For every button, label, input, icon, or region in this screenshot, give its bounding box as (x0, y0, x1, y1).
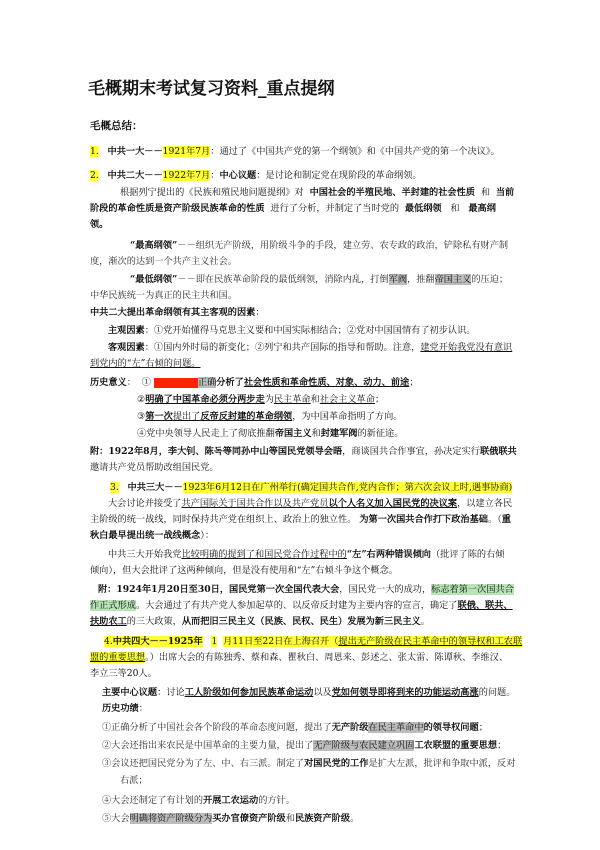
bold-text: 封建军阀 (320, 428, 358, 439)
item-number: 1. (90, 146, 99, 157)
underlined-text: 建党开始我党没有意识 (420, 342, 513, 353)
paragraph-line (102, 687, 515, 699)
bold-text: 最低纲领 (404, 203, 442, 214)
bold-underlined-text: 明确了中国革命必须分两步走 (145, 394, 265, 405)
congress-name: 中共一大－－ (107, 146, 163, 157)
bold-text: 联俄联共 (479, 446, 517, 457)
paragraph-line (90, 203, 496, 215)
paragraph-line (108, 325, 476, 337)
bold-text: 为第一次国共合作打下政治基础 (359, 514, 488, 525)
date-highlight: 1 (211, 636, 218, 647)
bold-underlined-text: 党如何领导即将到来的功能运动高涨 (331, 687, 479, 698)
paragraph-line: 中华民族统一为真正的民主共和国。 (90, 290, 237, 301)
text: ：是讨论和制定党在现阶段的革命纲领。 (256, 170, 422, 181)
bold-underlined-text: 第一次 (145, 411, 173, 422)
bold-text: “左”右两种错误倾向 (346, 549, 431, 560)
paragraph-line (108, 498, 512, 510)
page-title: 毛概期末考试复习资料_重点提纲 (88, 79, 335, 99)
paragraph-line (120, 187, 514, 199)
paragraph-line (137, 411, 403, 423)
paragraph-line (90, 307, 265, 319)
text: ，以建立各民 (457, 498, 513, 509)
paragraph-line: 邀请共产党员帮助改组国民党。 (90, 462, 219, 473)
gray-highlight: 明确将资产阶级分为 (129, 813, 213, 824)
paragraph-line (130, 240, 508, 252)
bold-text: 工农联盟的重要思想 (414, 740, 498, 751)
text: ： (255, 307, 265, 318)
bold-underlined-text: 社会性质和革命性质、对象、动力、前途 (243, 377, 410, 388)
text: 大会讨论并接受了 (108, 498, 182, 509)
bold-text: 民族资产阶级 (294, 813, 351, 824)
bold-underlined-text: 扶助农工 (90, 616, 127, 627)
text: ：讨论 (157, 687, 185, 698)
text: 和 (285, 813, 295, 824)
bold-text: 客观因素 (108, 342, 145, 353)
text: ：①国内外时局的新变化；②列宁和共产国际的指导和帮助。注意， (144, 342, 421, 353)
paragraph-line (90, 530, 214, 542)
text: －－组织无产阶级，用阶级斗争的手段，建立劳、农专政的政治，铲除私有财产制 (177, 240, 509, 251)
paragraph-line (108, 549, 504, 561)
paragraph-line (108, 342, 512, 354)
green-highlight: 标志着第一次国共合 (431, 584, 514, 595)
gray-highlight: 正确 (197, 377, 217, 388)
bold-text: 附：1924年1月20日至30日，国民党第一次全国代表大会 (98, 584, 340, 595)
date-highlight: 1922年7月 (162, 170, 211, 181)
bold-underlined-text: 工人阶级如何参加民族革命运动 (184, 687, 314, 698)
text: ： (210, 170, 220, 181)
text: 和 (311, 428, 321, 439)
text: ，推翻 (407, 274, 435, 285)
paragraph-line: 右派； (120, 775, 148, 786)
congress-name: 中共三大－－ (127, 482, 183, 493)
bold-text: 当前 (495, 187, 515, 198)
text: ④党中央领导人民走上了彻底推翻 (137, 428, 275, 439)
bold-text: 历史功绩 (102, 703, 139, 714)
highlight-underlined-text: 提出无产阶级在民主革命中的领导权和工农联 (338, 636, 523, 647)
date-highlight: 月11日至22日在上海召开（ (223, 636, 339, 647)
text: ； (478, 722, 488, 733)
text: ，国民党一大的成功， (339, 584, 432, 595)
paragraph-line: 倾向），但大会批评了这两种倾向，但是没有使用和“左”右倾斗争这个概念。 (90, 565, 398, 576)
paragraph-line (102, 740, 506, 752)
text: ： (138, 703, 148, 714)
paragraph-line (130, 274, 508, 286)
text: 。大会通过了有共产党人参加起草的、以反帝反封建为主要内容的宣言，确定了 (135, 600, 458, 611)
text: 和 (480, 187, 490, 198)
text: 的方针。 (258, 795, 295, 806)
congress-name: 中共二大－－ (107, 170, 163, 181)
paragraph-line (102, 758, 515, 770)
text: ：①党开始懂得马克思主义要和中国实际相结合；②党对中国国情有了初步认识。 (144, 325, 476, 336)
bold-underlined-text: 反帝反封建的革命纲领 (200, 411, 293, 422)
paragraph-line: 度，渐次的达到一个共产主义社会。 (90, 256, 237, 267)
text: 的三大政策， (126, 616, 182, 627)
highlight-underlined-text: 盟的重要思想 (90, 652, 146, 663)
paragraph-line (102, 722, 488, 734)
text: ②大会还指出来农民是中国革命的主要力量，提出了 (102, 740, 314, 751)
paragraph-line (90, 446, 517, 458)
text: 。）出席大会的有陈独秀、蔡和森、瞿秋白、周恩来、彭述之、张太雷、陈谭秋、李维汉、 (145, 652, 509, 663)
bold-text: 中国社会的半殖民地、半封建的社会性质 (309, 187, 475, 198)
bold-text: 主观因素 (108, 325, 145, 336)
text: ； (409, 377, 419, 388)
paragraph-line (102, 813, 359, 825)
text: －－即在民族革命阶段的最低纲领，消除内乱，打倒 (177, 274, 389, 285)
paragraph-line: 李立三等20人。 (90, 668, 157, 679)
text: 主阶级的统一战线，同时保持共产党在组织上、政治上的独立性。 (90, 514, 357, 525)
bold-text: “最高纲领” (130, 240, 178, 251)
text: 是扩大左派，批评和争取中派，反对 (368, 758, 516, 769)
text: 的压迫； (471, 274, 509, 285)
bold-text: 分析了 (216, 377, 244, 388)
text: ）： (200, 530, 215, 541)
paragraph-line (98, 584, 514, 596)
underlined-text: 民主革命 (273, 394, 311, 405)
paragraph-line (90, 616, 430, 628)
bold-text: 主要中心议题 (102, 687, 158, 698)
item-2 (90, 170, 422, 182)
text: 以及 (313, 687, 332, 698)
congress-name: 中共四大－－1925年 (112, 636, 203, 647)
text: ① (141, 377, 151, 388)
bold-text: 开展工农运动 (203, 795, 259, 806)
paragraph-line (90, 652, 508, 664)
text: 为 (264, 394, 274, 405)
text: 的新征途。 (357, 428, 404, 439)
text: 进行了分析，并制定了当时党的 (270, 203, 400, 214)
paragraph-line (102, 795, 295, 807)
text: ，为中国革命指明了方向。 (292, 411, 403, 422)
item-number: 4. (104, 636, 113, 647)
item-4 (104, 636, 522, 648)
bold-text: 买办官僚资产阶级 (212, 813, 286, 824)
bold-text: 对国民党的工作 (304, 758, 369, 769)
text: ② (137, 394, 146, 405)
text: ①正确分析了中国社会各个阶段的革命态度问题，提出了 (102, 722, 332, 733)
text: 中共三大开始我党 (108, 549, 182, 560)
paragraph-line (90, 514, 511, 526)
underlined-text: 共产国际关于国共合作以及共产党员 (181, 498, 329, 509)
bold-text: 阶段的革命性质是资产阶级民族革命的性质 (90, 203, 265, 214)
item-number: 3. (110, 482, 119, 493)
text: 。（ (487, 514, 502, 525)
paragraph-line (90, 600, 513, 612)
bold-text: 中共二大提出革命纲领有其主客观的因素 (90, 307, 256, 318)
bold-text: “最低纲领” (130, 274, 178, 285)
paragraph-line (137, 394, 384, 406)
bold-text: 中心议题 (219, 170, 257, 181)
text: ； (497, 740, 507, 751)
date-highlight: 1923年6月12日在广州举行(确定国共合作,党内合作；第六次会议上时,遇事协商) (182, 482, 513, 493)
underlined-text: 提出了 (172, 411, 201, 422)
item-number: 2. (90, 170, 99, 181)
paragraph-line (90, 377, 418, 389)
paragraph-line: 领。 (90, 219, 109, 230)
text: 的问题。 (478, 687, 516, 698)
text: 和 (310, 394, 320, 405)
text: 和 (450, 203, 460, 214)
text: ； (374, 394, 385, 405)
bold-text: 秋白最早提出统一战线概念 (90, 530, 201, 541)
green-highlight: 作正式形成 (90, 600, 136, 611)
paragraph-line: 到党内的“左”右倾的问题。 (90, 358, 201, 369)
paragraph-line (137, 428, 403, 440)
gray-highlight: 无产阶级与农民建立巩固 (313, 740, 415, 751)
text: ，商谈国共合作事宜，孙决定实行 (342, 446, 480, 457)
text: 根据列宁提出的《民族和殖民地问题提纲》对 (120, 187, 304, 198)
redaction-mark (154, 378, 198, 388)
bold-text: 帝国主义 (274, 428, 312, 439)
text: ③会议还把国民党分为了左、中、右三派。制定了 (102, 758, 305, 769)
section-heading: 毛概总结： (90, 120, 143, 132)
text: （批评了陈的右倾 (430, 549, 505, 560)
bold-text: 无产阶级 (331, 722, 369, 733)
text: 。 (420, 616, 430, 627)
bold-text: 从而把旧三民主义（民族、民权、民生）发展为新三民主义 (181, 616, 421, 627)
text: 。 (350, 813, 360, 824)
text: ③ (137, 411, 146, 422)
bold-text: 附：1922年8月，李大钊、陈독等同孙中山等国民党领导会晤 (90, 446, 343, 457)
bold-text: 最高纲 (468, 203, 496, 214)
item-3 (110, 482, 512, 494)
bold-underlined-text: 联俄、联共、 (457, 600, 513, 611)
text: ： (126, 377, 136, 388)
bold-text: 的领导权问题 (423, 722, 479, 733)
gray-highlight: 帝国主义 (434, 274, 472, 285)
bold-underlined-text: 以个人名义加入国民党的决议案 (328, 498, 458, 509)
text: ：通过了《中国共产党的第一个纲领》和《中国共产党的第一个决议》。 (210, 146, 500, 157)
item-1 (90, 146, 500, 158)
gray-highlight: 在民主革命中 (368, 722, 424, 733)
bold-text: 重 (501, 514, 511, 525)
paragraph-line (102, 703, 148, 715)
underlined-text: 比较明确的提到了和国民党合作过程中的 (181, 549, 347, 560)
text: ⑤大会 (102, 813, 130, 824)
underlined-text: 社会主义革命 (319, 394, 375, 405)
text: ④大会还制定了有计划的 (102, 795, 204, 806)
date-highlight: 1921年7月 (162, 146, 211, 157)
bold-text: 历史意义 (90, 377, 127, 388)
gray-highlight: 军阀 (388, 274, 408, 285)
